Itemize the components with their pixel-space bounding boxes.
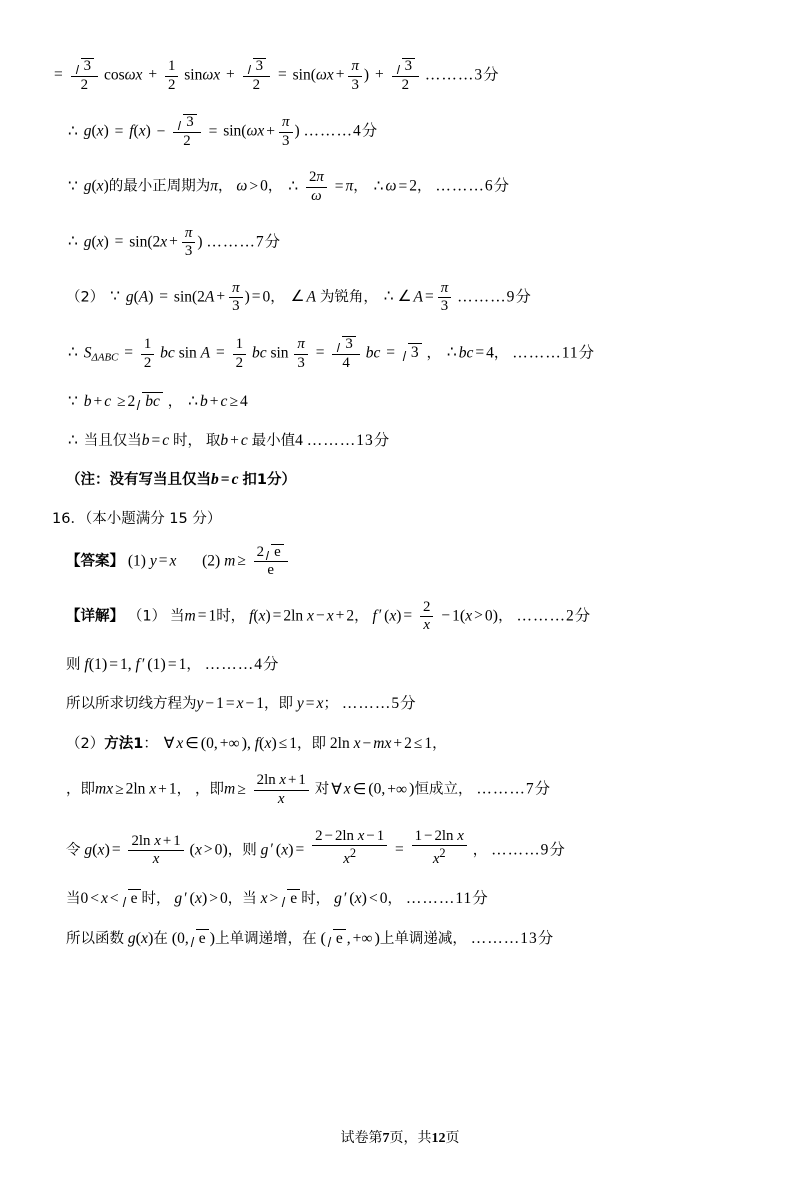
equation-line-3: ∵ g(x)的最小正周期为π， ω > 0， ∴ $\frac{2\pi}{\omega}$ = π， ∴ ω = 2， ………6分 <box>68 169 511 205</box>
equation-line-7: ∵ b + c ≥ 2 bc ， ∴ b + c ≥ 4 <box>68 393 248 411</box>
tangent-text: 所以所求切线方程为 <box>66 695 197 712</box>
score-marker-11: ………4分 <box>204 656 280 673</box>
score-marker-17: ………13分 <box>470 929 555 947</box>
equation-line-8: ∴ 当且仅当b = c 时， 取b + c 最小值4 ………13分 <box>68 432 391 450</box>
footer-middle: 页，共 <box>389 1130 432 1146</box>
note-text-open: （注：没有写当且仅当 <box>66 471 211 488</box>
text-iff: 当且仅当 <box>83 433 142 450</box>
equation-line-1: = $\frac{3}{2}$ cosωx + $\frac{1}{2}$ sinωx + $\frac{3}{2}$ = sin(ωx + $\frac{\pi}{3}$ ) + $\frac{3}{2}$ ………3分 <box>54 58 500 93</box>
score-marker-8: ………13分 <box>306 432 391 450</box>
footer-prefix: 试卷第 <box>340 1130 383 1146</box>
score-marker-1: ………3分 <box>424 66 500 84</box>
answer-label: 【答案】 <box>66 552 124 569</box>
note-line: （注：没有写当且仅当b = c 扣1分） <box>66 470 296 488</box>
page-footer <box>0 1127 800 1147</box>
note-text-close: 扣1分） <box>242 471 296 488</box>
score-marker-5: ………9分 <box>457 288 532 306</box>
equation-line-4: ∴ g(x) = sin(2x + $\frac{\pi}{3}$ ) ………7分 <box>68 224 282 260</box>
footer-suffix: 页 <box>445 1130 460 1146</box>
question-16-header <box>52 510 752 528</box>
math-solution-content <box>52 58 752 968</box>
answer-line: 【答案】 (1) y = x (2) m ≥ $\frac{2 e}{e}$ <box>52 544 752 579</box>
score-marker-14: ………7分 <box>476 780 552 798</box>
detail-line-7: 当0 < x < e 时， g ′ (x) > 0，当 x > e 时， g ′ (x) < 0， ………11分 <box>66 888 489 907</box>
fraction-1-over-2: $\frac{1}{2}$ <box>165 59 178 93</box>
detail-line-6: 令 g(x) = $\frac{\text{2ln x + 1}}{x}$ (x > 0)，则 g ′ (x) = $\frac{\text{2 − 2ln x − 1}}{x^2}$ = $\frac{\text{1 − 2ln x}}{x^2}$ ， ………9分 <box>66 827 566 868</box>
score-marker-16: ………11分 <box>405 889 489 907</box>
text-acute-angle: 为锐角， <box>319 289 378 306</box>
score-marker-3: ………6分 <box>435 177 511 195</box>
fraction-sqrt3-over-2: $\frac{3}{2}$ <box>71 58 98 93</box>
fraction-sqrt3-over-2-c: $\frac{3}{2}$ <box>392 58 419 93</box>
method-label: 方法1 <box>104 735 144 752</box>
detail-label: 【详解】 <box>66 608 124 625</box>
detail-line-4: （2）方法1： ∀ x ∈ (0, +∞ ), f(x) ≤ 1，即 2ln x − mx + 2 ≤ 1， <box>66 733 447 752</box>
score-marker-6: ………11分 <box>512 344 596 362</box>
score-marker-4: ………7分 <box>206 233 282 251</box>
detail-line-1: 【详解】 （1） 当m = 1时， f(x) = 2ln x − x + 2， f ′ (x) = $\frac{2}{x}$ − 1(x > 0)， ………2分 <box>66 598 592 634</box>
score-marker-12: ………5分 <box>341 694 417 712</box>
question-number: 16． <box>52 510 85 527</box>
detail-line-2: 则 f(1) = 1, f ′ (1) = 1， ………4分 <box>66 655 280 673</box>
question-title: （本小题满分 15 分） <box>84 510 222 527</box>
score-marker-2: ………4分 <box>303 122 379 140</box>
equation-line-5: （2） ∵ g(A) = sin(2A + $\frac{\pi}{3}$ ) = 0， ∠ A 为锐角， ∴ ∠ A = $\frac{\pi}{3}$ ………9分 <box>66 279 532 315</box>
detail-line-5: ，即mx ≥ 2ln x + 1， ，即m ≥ $\frac{\text{2ln x + 1}}{x}$ 对 ∀ x ∈ (0, +∞ )恒成立， ………7分 <box>66 772 552 808</box>
equation-line-2: ∴ g(x) = f(x) − $\frac{3}{2}$ = sin(ωx + $\frac{\pi}{3}$ ) ………4分 <box>68 114 379 149</box>
detail-line-8: 所以函数 g(x)在 (0, e )上单调递增，在 ( e , +∞ )上单调递减， ………13分 <box>66 928 555 947</box>
text-period-label: 的最小正周期为 <box>108 178 211 195</box>
detail-line-3: 所以所求切线方程为y − 1 = x − 1，即 y = x； ………5分 <box>66 694 417 712</box>
score-marker-15: ………9分 <box>491 841 566 858</box>
score-marker-10: ………2分 <box>516 607 592 625</box>
equation-line-6: ∴ $S_{\Delta ABC}$ = $\frac{1}{2}$ bc sin A = $\frac{1}{2}$ bc sin $\frac{\pi}{3}$ = $\frac{3}{4}$ bc = 3 ， ∴ bc = 4， ………11分 <box>68 336 596 371</box>
footer-page-number: 7 <box>382 1131 390 1146</box>
footer-total-pages: 12 <box>431 1131 446 1146</box>
fraction-sqrt3-over-2-b: $\frac{3}{2}$ <box>243 58 270 93</box>
